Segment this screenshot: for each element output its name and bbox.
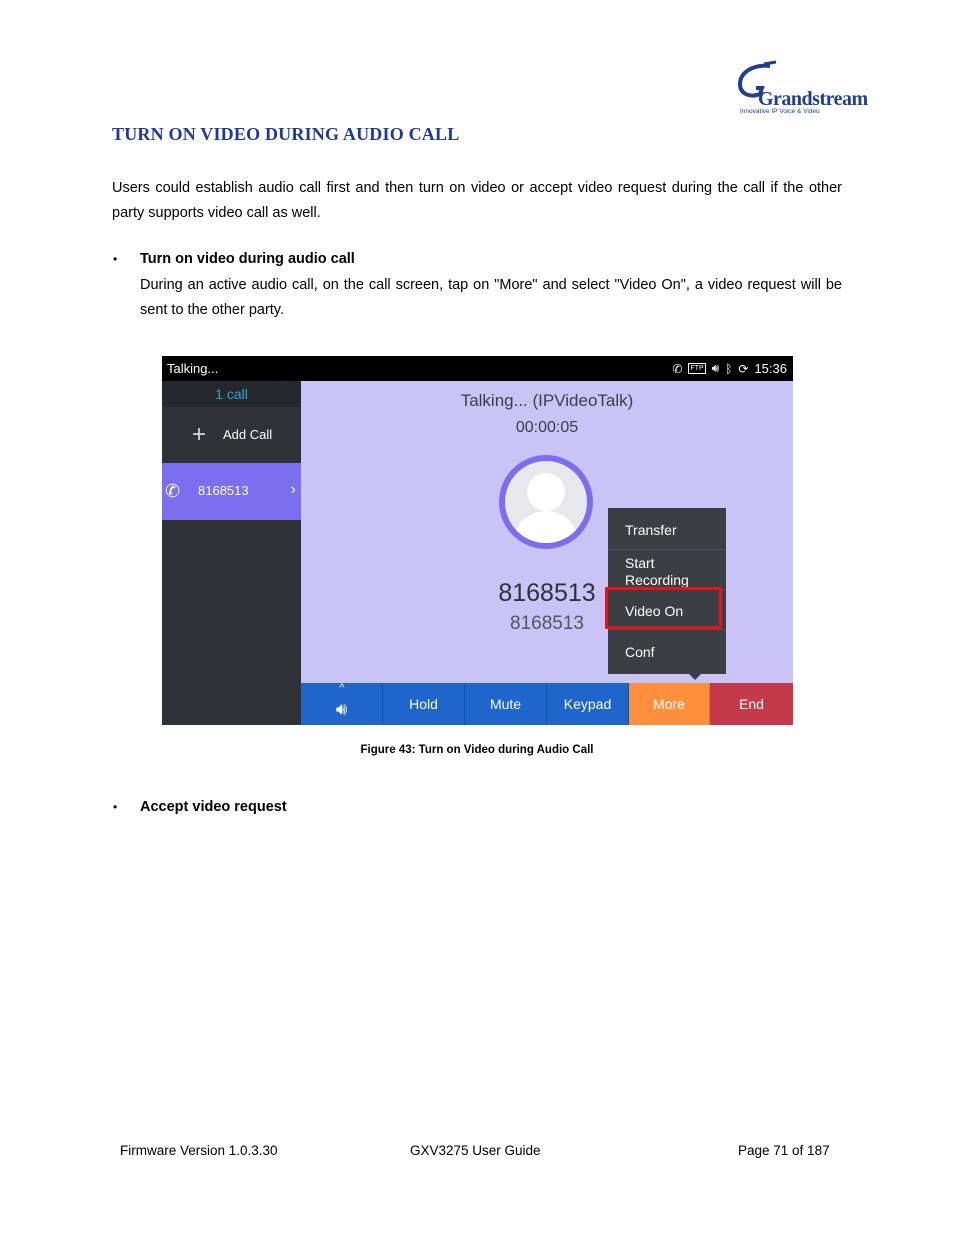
menu-item-label: Start Recording (625, 555, 689, 588)
call-count-label: 1 call (162, 381, 301, 407)
logo-tagline: Innovative IP Voice & Video (740, 108, 820, 115)
plus-icon: + (192, 421, 207, 448)
call-sidebar (162, 381, 301, 725)
status-bar (162, 356, 793, 381)
active-call-line[interactable] (162, 463, 301, 520)
logo-wordmark: Grandstream (758, 88, 868, 110)
phone-call-icon: ✆ (672, 361, 683, 376)
sync-icon: ⟳ (738, 361, 749, 376)
call-status-title: Talking... (IPVideoTalk) (460, 391, 634, 410)
call-screen-screenshot (162, 356, 793, 725)
add-call-label: Add Call (223, 427, 273, 442)
menu-item-label: Transfer (625, 522, 677, 538)
status-icons (672, 361, 787, 376)
bullet-dot-icon: • (113, 252, 118, 266)
more-button[interactable]: More (629, 683, 710, 725)
call-timer: 00:00:05 (515, 419, 579, 436)
contact-avatar (499, 455, 593, 549)
avatar-head (527, 473, 565, 511)
menu-item-conf[interactable] (608, 630, 726, 674)
intro-paragraph: Users could establish audio call first and then turn on video or accept video request during the call if the other party supports video call as well. (112, 180, 842, 221)
chevron-up-icon: ^ (339, 682, 345, 694)
status-time: 15:36 (754, 361, 787, 376)
section-heading: TURN ON VIDEO DURING AUDIO CALL (112, 124, 460, 144)
figure-caption: Figure 43: Turn on Video during Audio Call (360, 744, 594, 756)
speaker-icon: 🔊︎ (335, 698, 348, 719)
bullet-2-title: Accept video request (140, 799, 287, 815)
menu-item-start-recording[interactable] (608, 550, 726, 590)
add-call-button[interactable] (162, 409, 301, 461)
chevron-right-icon: › (290, 481, 296, 498)
bluetooth-icon: ᛒ (725, 361, 733, 376)
keypad-button[interactable]: Keypad (547, 683, 629, 725)
menu-item-transfer[interactable] (608, 508, 726, 550)
end-call-button[interactable]: End (710, 683, 793, 725)
avatar-person-icon (505, 461, 587, 543)
mute-button[interactable]: Mute (465, 683, 547, 725)
avatar-body (513, 511, 579, 543)
menu-pointer (689, 674, 701, 680)
speaker-volume-icon: 🔊︎ (711, 361, 720, 375)
bullet-1-title: Turn on video during audio call (140, 251, 355, 267)
menu-item-label: Video On (625, 603, 684, 619)
video-on-highlight-box (605, 587, 722, 629)
hold-button[interactable]: Hold (383, 683, 465, 725)
footer-page-number: Page 71 of 187 (738, 1143, 830, 1158)
grandstream-logo (736, 60, 868, 118)
status-text: Talking... (167, 361, 219, 376)
footer-firmware: Firmware Version 1.0.3.30 (120, 1143, 278, 1158)
footer-guide-title: GXV3275 User Guide (410, 1143, 541, 1158)
bullet-dot-icon: • (113, 800, 118, 814)
bullet-1-text: During an active audio call, on the call screen, tap on "More" and select "Video On", a video request will be sent to the other party. (140, 277, 842, 318)
menu-item-label: Conf (625, 644, 655, 660)
speaker-button[interactable] (301, 683, 383, 725)
contact-name: 8168513 (498, 579, 596, 607)
active-line-number: 8168513 (198, 483, 249, 498)
phone-call-icon: ✆ (165, 481, 181, 501)
call-action-bar (301, 683, 793, 725)
contact-number: 8168513 (510, 613, 584, 634)
ftp-icon: FTP (690, 365, 704, 372)
